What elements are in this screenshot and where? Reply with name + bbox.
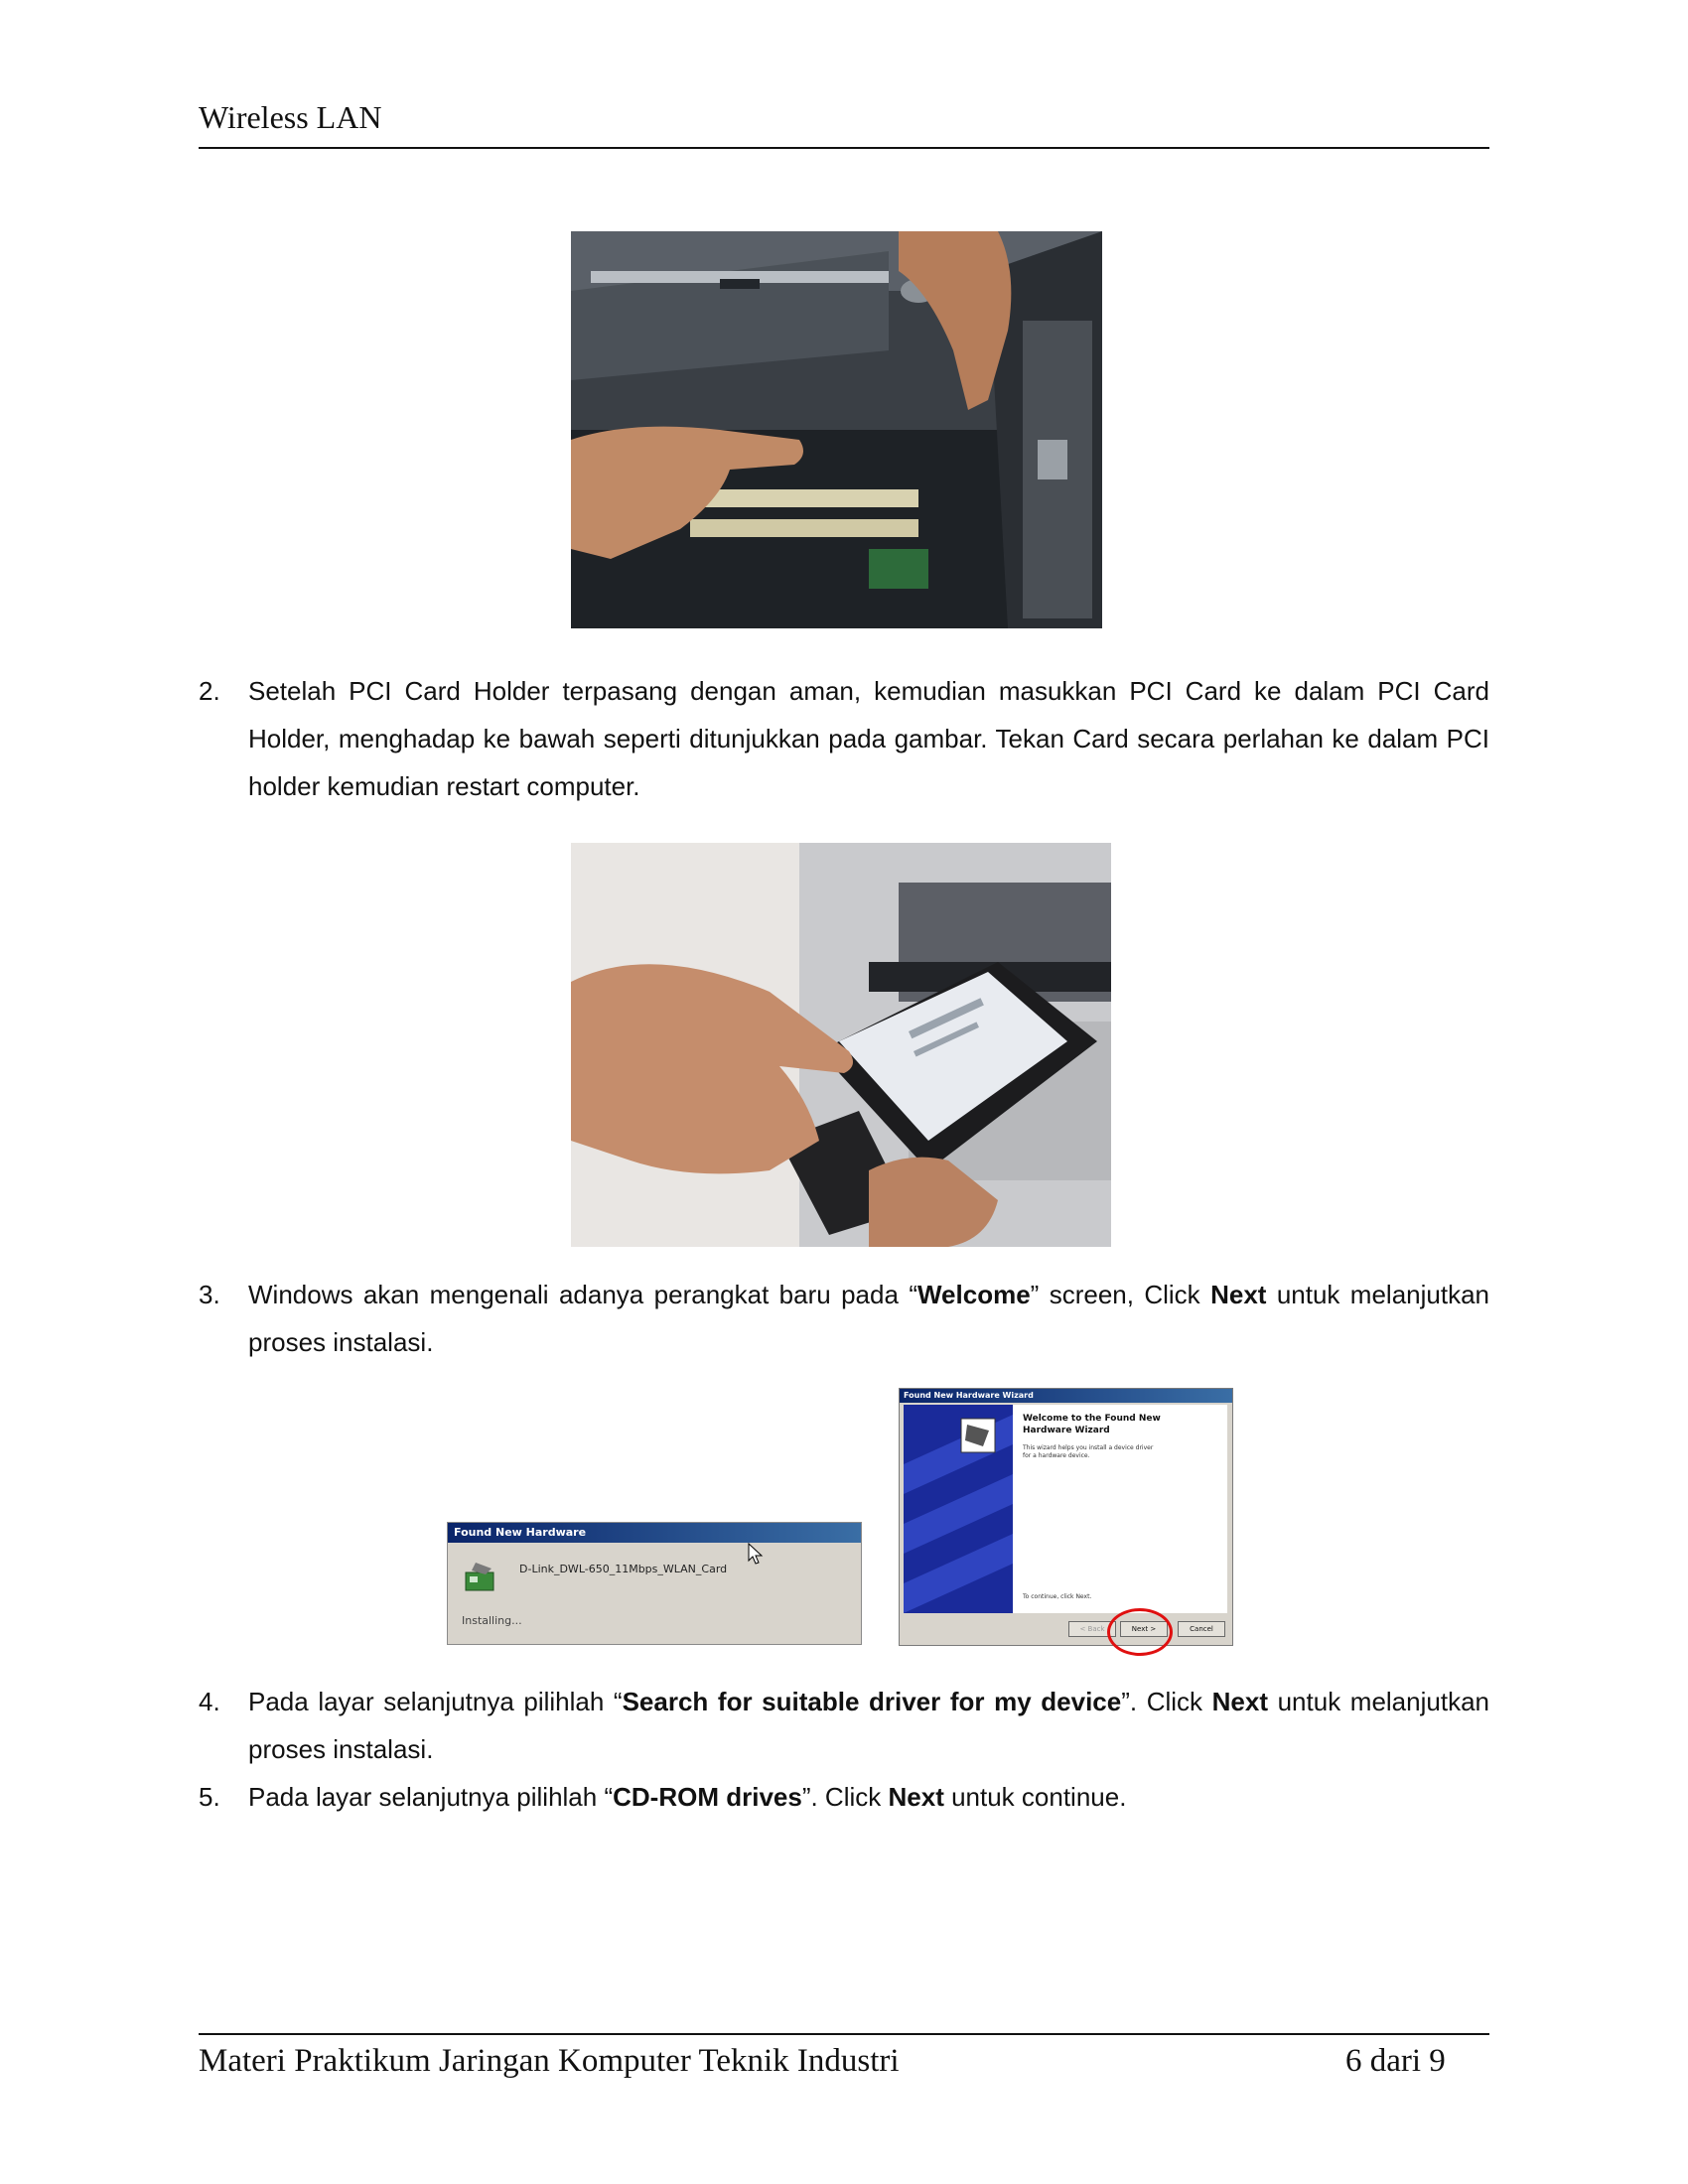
header-divider <box>199 147 1489 149</box>
step-number: 4. <box>199 1687 220 1716</box>
footer-course-title: Materi Praktikum Jaringan Komputer Teknik Industri <box>199 2043 900 2079</box>
step-number: 3. <box>199 1280 220 1309</box>
step-2 <box>199 667 1489 810</box>
step-number: 5. <box>199 1782 220 1812</box>
pci-holder-photo <box>571 231 1102 628</box>
wizard-heading: Welcome to the Found New Hardware Wizard <box>1023 1414 1161 1435</box>
page-header-title: Wireless LAN <box>199 99 382 135</box>
cancel-button[interactable]: Cancel <box>1178 1621 1225 1637</box>
footer-divider <box>199 2033 1489 2035</box>
install-status: Installing... <box>462 1614 522 1627</box>
wizard-description: This wizard helps you install a device driver for a hardware device. <box>1023 1444 1154 1459</box>
hardware-device-icon <box>462 1559 501 1598</box>
step-3 <box>199 1271 1489 1366</box>
step-4 <box>199 1678 1489 1773</box>
wizard-side-banner <box>904 1405 1013 1613</box>
step-text: Pada layar selanjutnya pilihlah “CD-ROM drives”. Click Next untuk continue. <box>248 1782 1127 1812</box>
found-new-hardware-wizard <box>899 1388 1233 1646</box>
page-number: 6 dari 9 <box>1345 2043 1446 2079</box>
step-text: Setelah PCI Card Holder terpasang dengan aman, kemudian masukkan PCI Card ke dalam PCI Card Holder, menghadap ke bawah seperti ditunjukkan pada gambar. Tekan Card secara perlahan ke dalam PCI holder kemudian restart computer. <box>248 676 1489 801</box>
step-text: Windows akan mengenali adanya perangkat baru pada “Welcome” screen, Click Next untuk melanjutkan proses instalasi. <box>248 1280 1490 1357</box>
wizard-titlebar: Found New Hardware Wizard <box>900 1389 1232 1403</box>
wizard-content <box>1013 1405 1227 1613</box>
step-5 <box>199 1773 1489 1821</box>
step-number: 2. <box>199 676 220 706</box>
back-button[interactable]: < Back <box>1068 1621 1116 1637</box>
next-button[interactable]: Next > <box>1120 1621 1168 1637</box>
dialog-titlebar: Found New Hardware <box>448 1523 861 1543</box>
step-text: Pada layar selanjutnya pilihlah “Search for suitable driver for my device”. Click Next untuk melanjutkan proses instalasi. <box>248 1687 1489 1764</box>
found-new-hardware-dialog <box>447 1522 862 1645</box>
device-name: D-Link_DWL-650_11Mbps_WLAN_Card <box>519 1563 728 1575</box>
next-button-highlight-ring <box>1107 1608 1173 1656</box>
pci-card-insert-photo <box>571 843 1111 1247</box>
wizard-continue-hint: To continue, click Next. <box>1023 1593 1092 1600</box>
mouse-pointer-icon <box>748 1543 764 1565</box>
